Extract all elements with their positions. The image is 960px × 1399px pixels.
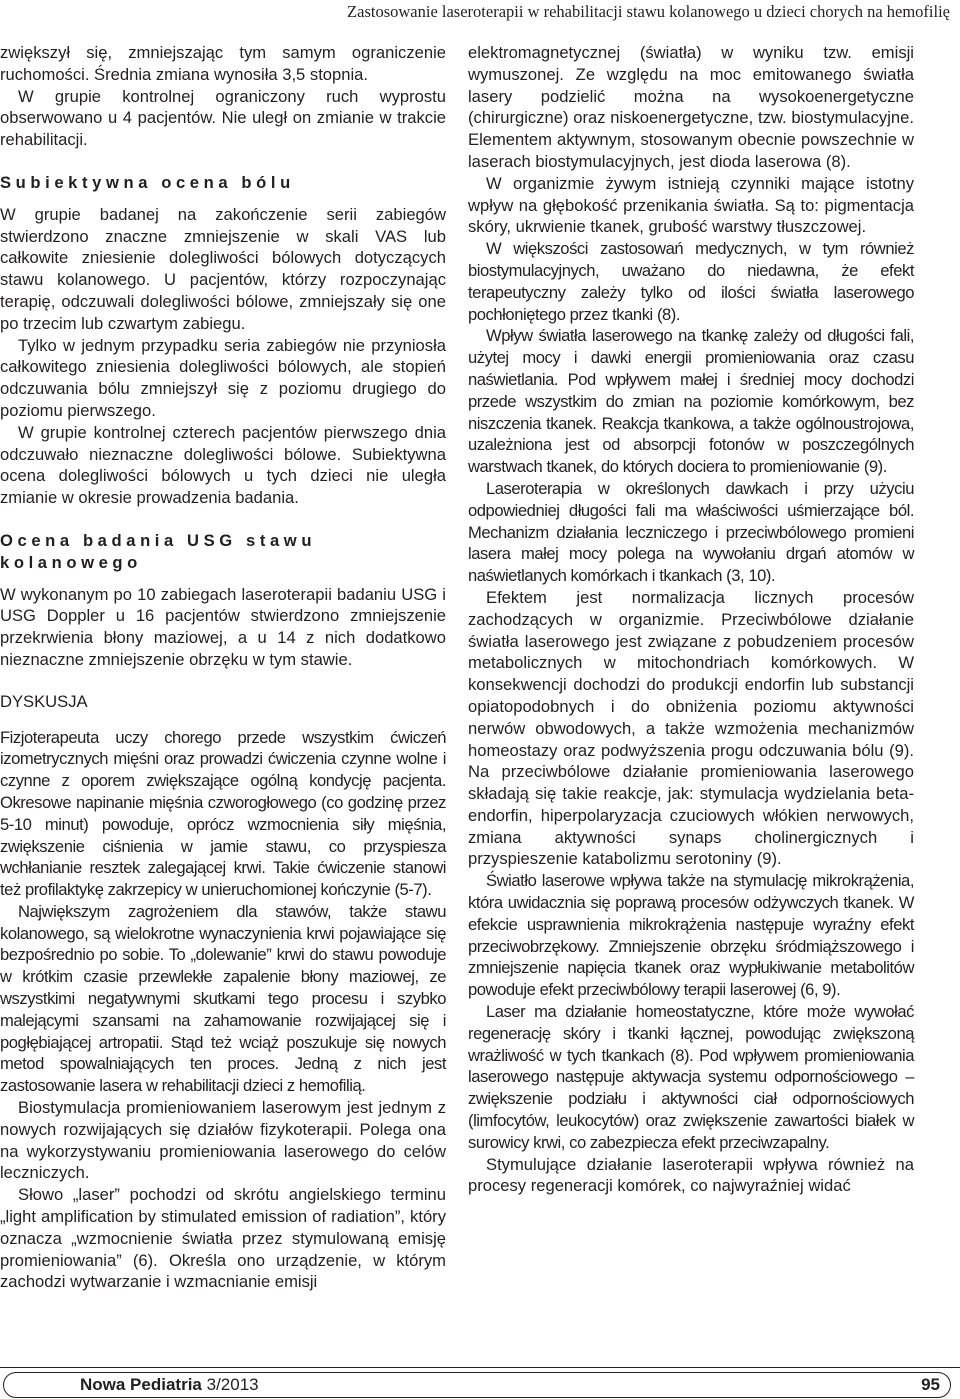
paragraph: elektromagnetycznej (światła) w wyniku tzw. emisji wymuszonej. Ze względu na moc emitowanego światła lasery podzielić można na wysokoenergetyczne (chirurgiczne) oraz niskoenergetyczne, tzw. biostymulacyjne. Elementem aktywnym, stosowanym obecnie powszechnie w laserach biostymulacyjnych, jest dioda laserowa (8). xyxy=(468,43,914,171)
paragraph: zwiększył się, zmniejszając tym samym ograniczenie ruchomości. Średnia zmiana wynosiła 3,5 stopnia. xyxy=(0,43,446,84)
section-heading-pain: Subiektywna ocena bólu xyxy=(0,172,295,192)
paragraph: W większości zastosowań medycznych, w tym również biostymulacyjnych, uważano do niedawna, że efekt terapeutyczny zależy tylko od ilości światła laserowego pochłoniętego przez tkanki (8). xyxy=(468,239,914,324)
paragraph: W grupie kontrolnej czterech pacjentów pierwszego dnia odczuwało nieznaczne dolegliwości bólowe. Subiektywna ocena dolegliwości bólowych u tych dzieci nie uległa zmianie w okresie prowadzenia badania. xyxy=(0,422,446,508)
section-heading-discussion: DYSKUSJA xyxy=(0,691,88,711)
left-column xyxy=(0,42,446,1293)
paragraph: Stymulujące działanie laseroterapii wpływa również na procesy regeneracji komórek, co najwyraźniej widać xyxy=(468,1154,914,1196)
paragraph: Laseroterapia w określonych dawkach i przy użyciu odpowiedniej długości fali ma właściwości uśmierzające ból. Mechanizm działania leczniczego i przeciwbólowego promieni lasera małej mocy polega na wywołaniu drgań atomów w naświetlanych komórkach i tkankach (3, 10). xyxy=(468,478,914,586)
paragraph: W grupie kontrolnej ograniczony ruch wyprostu obserwowano u 4 pacjentów. Nie uległ on zmianie w trakcie rehabilitacji. xyxy=(0,86,446,150)
paragraph: Słowo „laser” pochodzi od skrótu angielskiego terminu „light amplification by stimulated emission of radiation”, który oznacza „wzmocnienie światła przez stymulowaną emisję promieniowania” (6). Określa ono urządzenie, w którym zachodzi wytwarzanie i wzmacnianie emisji xyxy=(0,1185,446,1292)
journal-issue: 3/2013 xyxy=(206,1375,259,1394)
page-number: 95 xyxy=(921,1375,940,1394)
paragraph: Fizjoterapeuta uczy chorego przede wszystkim ćwiczeń izometrycznych mięśni oraz prowadzi ćwiczenia czynne wolne i czynne z oporem zwiększające ogólną kondycję pacjenta. Okresowe napinanie mięśnia czworogłowego (co godzinę przez 5-10 minut) powoduje, oprócz wzmocnienia siły mięśnia, zwiększenie ciśnienia w jamie stawu, co przyspiesza wchłanianie resztek zalegającej krwi. Takie ćwiczenie stanowi też profilaktykę zakrzepicy w unieruchomionej kończynie (5-7). xyxy=(0,727,446,900)
paragraph: W grupie badanej na zakończenie serii zabiegów stwierdzono znaczne zmniejszenie w skali VAS lub całkowite zniesienie dolegliwości bólowych dotyczących stawu kolanowego. U pacjentów, którzy rozpoczynając terapię, odczuwali dolegliwości bólowe, zmniejszały się one po trzecim lub czwartym zabiegu. xyxy=(0,204,446,333)
paragraph: Światło laserowe wpływa także na stymulację mikrokrążenia, która uwidacznia się poprawą procesów odżywczych tkanek. W efekcie usprawnienia mikrokrążenia następuje wyraźny efekt przeciwobrzękowy. Zmniejszenie obrzęku śródmiąższowego i zmniejszenie napięcia tkanek oraz wypłukiwanie metabolitów powoduje efekt przeciwbólowy terapii laserowej (6, 9). xyxy=(468,871,914,1000)
footer-rule xyxy=(0,1367,960,1368)
paragraph: Laser ma działanie homeostatyczne, które może wywołać regenerację skóry i tkanki łącznej, powodując zwiększoną wrażliwość w tych tkankach (8). Pod wpływem promieniowania laserowego następuje aktywacja systemu odpornościowego – zwiększenie podziału i aktywności ciał odpornościowych (limfocytów, leukocytów) oraz zwiększenie zawartości białek w surowicy krwi, co zabezpiecza efekt przeciwzapalny. xyxy=(468,1002,914,1152)
paragraph: Efektem jest normalizacja licznych procesów zachodzących w organizmie. Przeciwbólowe działanie światła laserowego jest związane z pobudzeniem procesów metabolicznych w mitochondriach komórkowych. W konsekwencji dochodzi do produkcji endorfin lub substancji opiatopodobnych i do obniżenia poziomu aktywności nerwów obwodowych, a także wzmożenia mechanizmów homeostazy oraz podwyższenia progu odczuwania bólu (9). Na przeciwbólowe działanie promieniowania laserowego składają się takie reakcje, jak: stymulacja wydzielania beta-endorfin, hiperpolaryzacja czuciowych włókien nerwowych, zmiana aktywności synaps cholinergicznych i przyspieszenie katabolizmu serotoniny (9). xyxy=(468,587,914,869)
running-head: Zastosowanie laseroterapii w rehabilitacji stawu kolanowego u dzieci chorych na hemofilię xyxy=(347,2,950,21)
paragraph: Największym zagrożeniem dla stawów, także stawu kolanowego, są wielokrotne wynaczynienia krwi pojawiające się bezpośrednio po sobie. To „dolewanie” krwi do stawu powoduje w krótkim czasie przewlekłe zapalenie błony maziowej, ze wszystkimi negatywnymi skutkami tego procesu i szybko malejącymi szansami na zahamowanie rozwijającej się i pogłębiającej artropatii. Stąd też wciąż poszukuje się nowych metod spowalniających ten proces. Jedną z nich jest zastosowanie lasera w rehabilitacji dzieci z hemofilią. xyxy=(0,901,446,1096)
journal-title xyxy=(80,1374,259,1396)
section-heading-usg: Ocena badania USG stawu kolanowego xyxy=(0,530,317,572)
paragraph: Tylko w jednym przypadku seria zabiegów nie przyniosła całkowitego zniesienia dolegliwości bólowych, ale stopień odczuwania bólu zmniejszył się z poziomu drugiego do poziomu pierwszego. xyxy=(0,335,446,420)
journal-name: Nowa Pediatria xyxy=(80,1375,202,1394)
right-column xyxy=(468,42,914,1197)
paragraph: W wykonanym po 10 zabiegach laseroterapii badaniu USG i USG Doppler u 16 pacjentów stwierdzono zmniejszenie przekrwienia błony maziowej, a u 14 z nich dodatkowo nieznaczne zmniejszenie obrzęku w tym stawie. xyxy=(0,584,446,669)
page-footer xyxy=(0,1367,960,1399)
paragraph: Biostymulacja promieniowaniem laserowym jest jednym z nowych rozwijających się działów fizykoterapii. Polega ona na wykorzystywaniu promieniowania laserowego do celów leczniczych. xyxy=(0,1098,446,1183)
paragraph: W organizmie żywym istnieją czynniki mające istotny wpływ na głębokość przenikania światła. Są to: pigmentacja skóry, ukrwienie tkanek, grubość warstwy tłuszczowej. xyxy=(468,173,914,237)
paragraph: Wpływ światła laserowego na tkankę zależy od długości fali, użytej mocy i dawki energii promieniowania oraz czasu naświetlania. Pod wpływem małej i średniej mocy dochodzi przede wszystkim do zmian na poziomie komórkowym, bez niszczenia tkanek. Reakcja tkankowa, a także ogólnoustrojowa, uzależniona jest od absorpcji fotonów w poszczególnych warstwach tkanek, do których dociera to promieniowanie (9). xyxy=(468,326,914,477)
